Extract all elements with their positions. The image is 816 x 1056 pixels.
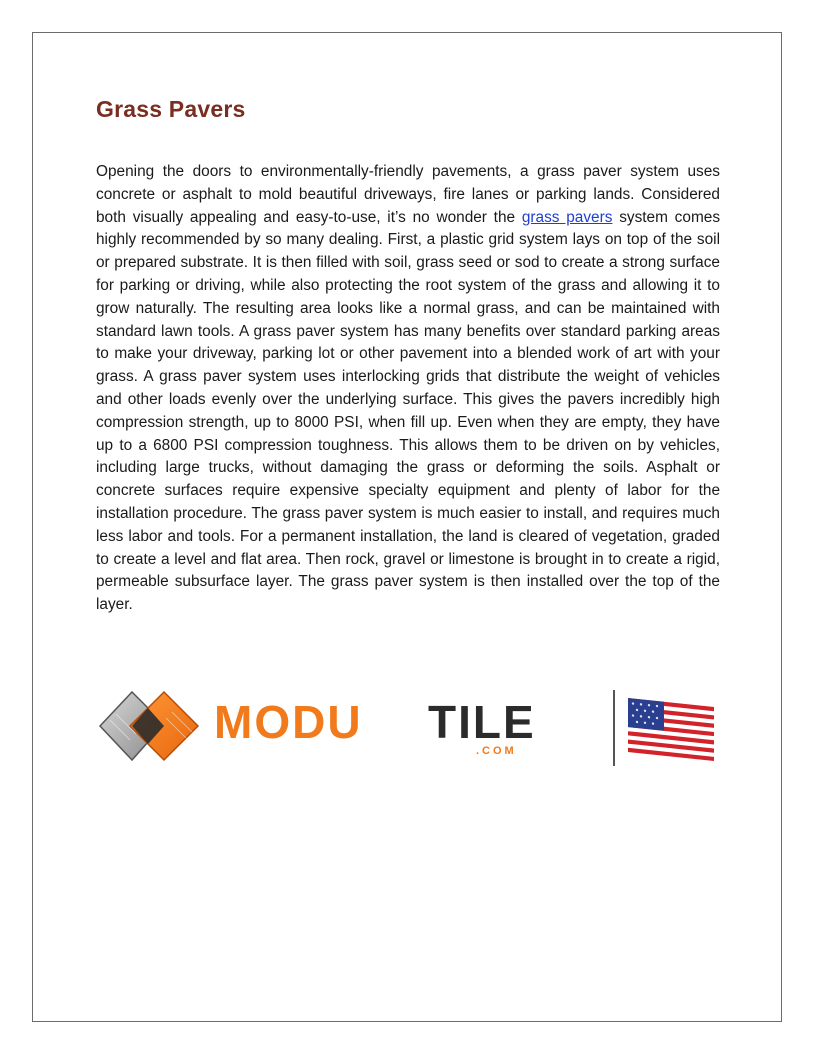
body-paragraph: [96, 161, 720, 617]
wordmark-tile: TILE: [428, 696, 536, 748]
paragraph-text-before-link: Opening the doors to environmentally-friendly pavements, a grass paver system uses concrete or asphalt to mold beautiful driveways, fire lanes or parking lands. Considered both visually appealing and easy-to-use, it’s no wonder the: [96, 163, 720, 226]
paragraph-text-after-link: system comes highly recommended by so many dealing. First, a plastic grid system lays on top of the soil or prepared substrate. It is then filled with soil, grass seed or sod to create a strong surface for parking or driving, while also protecting the root system of the grass and allowing it to grow naturally. The resulting area looks like a normal grass, and can be maintained with standard lawn tools. A grass paver system has many benefits over standard parking areas to make your driveway, parking lot or other pavement into a blended work of art with your grass. A grass paver system uses interlocking grids that distribute the weight of vehicles and other loads evenly over the underlying surface. This gives the pavers incredibly high compression strength, up to 8000 PSI, when fill up. Even when they are empty, they have up to a 6800 PSI compression toughness. This allows them to be driven on by vehicles, including large trucks, without damaging the grass or deforming the soils. Asphalt or concrete surfaces require expensive specialty equipment and plenty of labor for the installation procedure. The grass paver system is much easier to install, and requires much less labor and tools. For a permanent installation, the land is cleared of vegetation, graded to create a level and flat area. Then rock, gravel or limestone is brought in to create a rigid, permeable subsurface layer. The grass paver system is then installed over the top of the layer.: [96, 208, 721, 614]
wordmark-dot-com: .COM: [476, 745, 517, 757]
wordmark-modu: MODU: [214, 696, 363, 748]
us-flag-icon: [628, 698, 714, 761]
grass-pavers-link[interactable]: grass pavers: [521, 208, 613, 226]
modutile-logo-graphic: [96, 684, 722, 770]
document-title: Grass Pavers: [96, 96, 246, 122]
modutile-logo: [96, 684, 722, 770]
tile-emblem-icon: [100, 692, 198, 760]
